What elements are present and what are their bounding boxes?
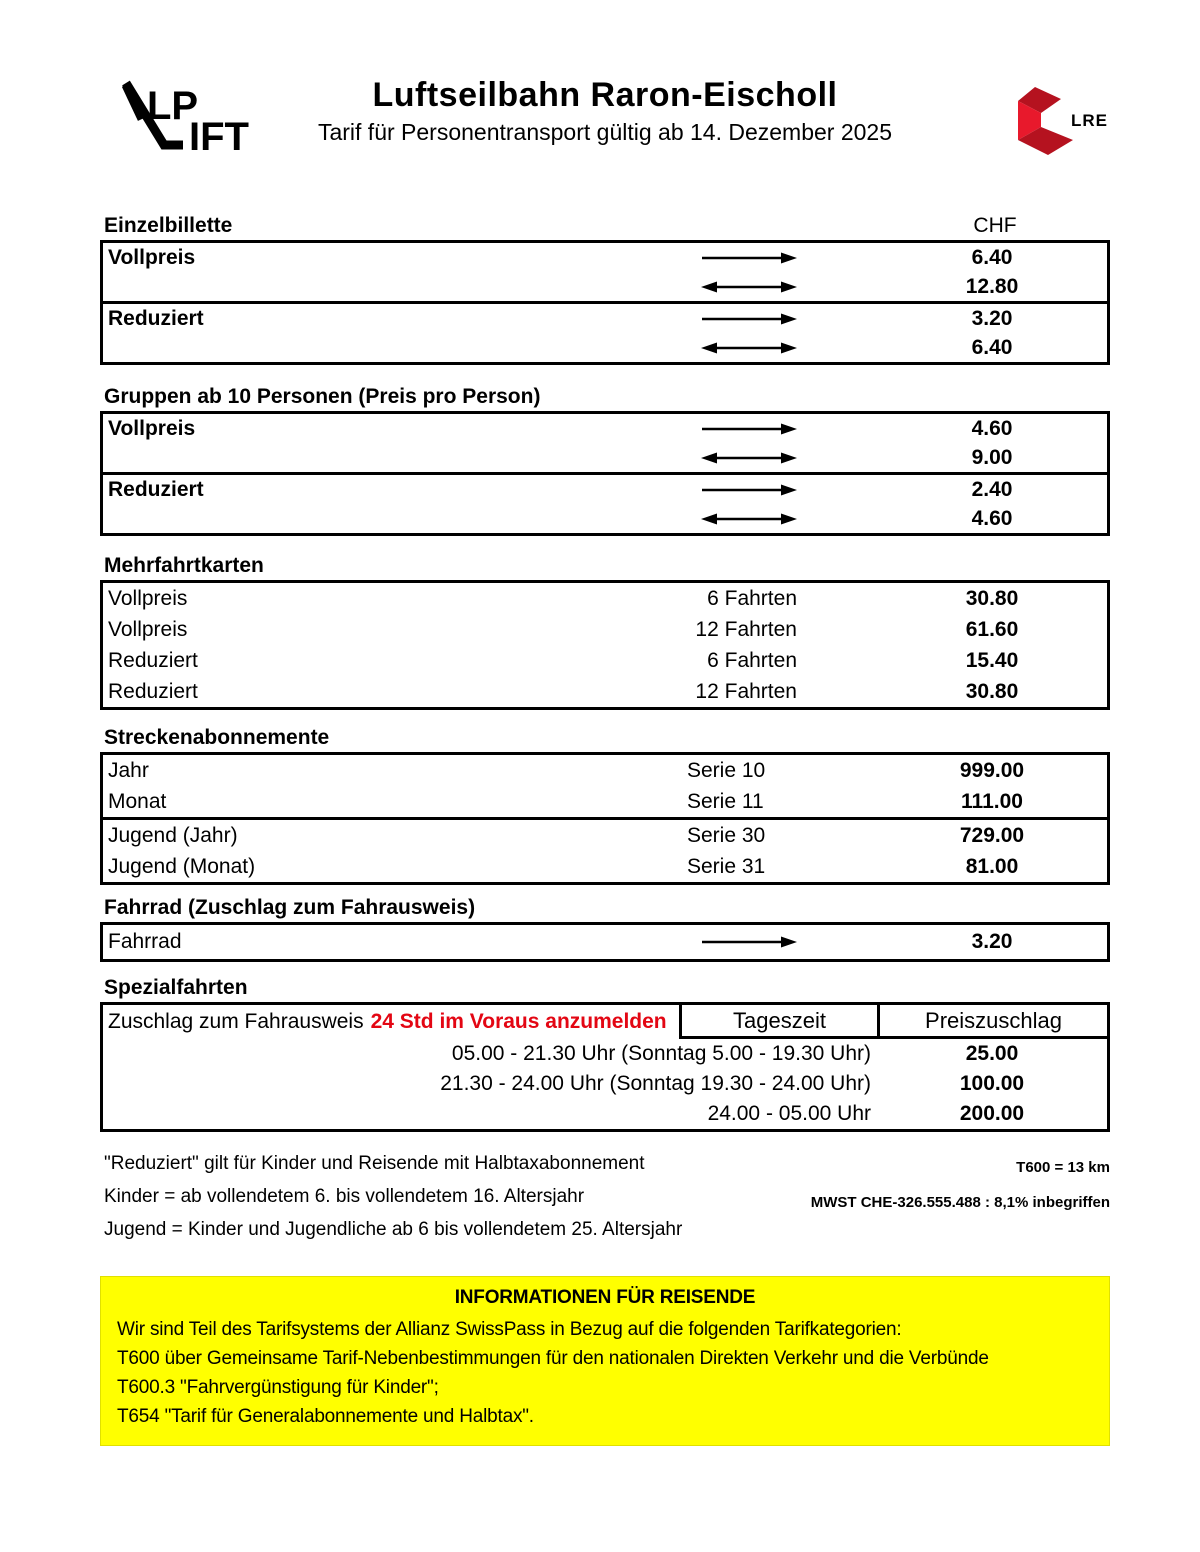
spezial-header-row [103, 1005, 1107, 1039]
gruppen-table [100, 411, 1110, 536]
price-value: 81.00 [965, 854, 1019, 878]
direction-cell [657, 478, 877, 502]
column-header-preiszuschlag: Preiszuschlag [877, 1005, 1107, 1039]
fare-label: Reduziert [108, 648, 198, 672]
table-row [103, 851, 1107, 882]
section-spezialfahrten [100, 974, 1110, 1132]
info-box [100, 1276, 1110, 1446]
price-value: 15.40 [965, 648, 1019, 672]
lre-logo-graphic [1005, 82, 1115, 162]
serie-label: Serie 30 [687, 823, 766, 847]
info-box-title: INFORMATIONEN FÜR REISENDE [454, 1287, 756, 1308]
price-value: 9.00 [971, 445, 1013, 469]
footnote-vat: MWST CHE-326.555.488 : 8,1% inbegriffen [810, 1194, 1110, 1211]
fare-label: Vollpreis [108, 416, 196, 440]
direction-cell [657, 930, 877, 954]
arrow-right-icon [701, 421, 797, 437]
info-box-line: T654 "Tarif für Generalabonnemente und Halbtax". [117, 1406, 534, 1427]
logo-text-top: LP [147, 84, 199, 128]
price-value: 111.00 [961, 789, 1023, 813]
arrow-both-icon [701, 450, 797, 466]
price-value: 30.80 [965, 679, 1019, 703]
time-range: 05.00 - 21.30 Uhr (Sonntag 5.00 - 19.30 Uhr) [451, 1042, 871, 1065]
section-title-mehrfahrtkarten: Mehrfahrtkarten [104, 554, 264, 577]
section-mehrfahrtkarten [100, 552, 1110, 710]
section-streckenabonnemente [100, 724, 1110, 885]
page-title: Luftseilbahn Raron-Eischoll [372, 76, 838, 114]
section-title-streckenabonnemente: Streckenabonnemente [104, 726, 330, 749]
section-title-spezialfahrten: Spezialfahrten [104, 976, 248, 999]
direction-cell [657, 336, 877, 360]
price-value: 999.00 [959, 758, 1025, 782]
fare-label: Vollpreis [108, 586, 188, 610]
footnotes [100, 1147, 1110, 1246]
table-row [103, 676, 1107, 707]
table-row [103, 755, 1107, 786]
direction-cell [657, 507, 877, 531]
price-value: 30.80 [965, 586, 1019, 610]
fare-label: Jugend (Jahr) [108, 823, 238, 847]
logo-text-bottom: IFT [189, 115, 249, 158]
price-value: 100.00 [959, 1072, 1025, 1095]
direction-cell [657, 275, 877, 299]
spezialfahrten-table [100, 1002, 1110, 1132]
arrow-both-icon [701, 279, 797, 295]
fare-label: Reduziert [108, 477, 204, 501]
price-value: 61.60 [965, 617, 1019, 641]
ride-count: 6 Fahrten [707, 648, 797, 672]
table-row [103, 786, 1107, 817]
time-range: 24.00 - 05.00 Uhr [707, 1102, 871, 1125]
serie-label: Serie 31 [687, 854, 766, 878]
mehrfahrtkarten-table [100, 580, 1110, 710]
footnote-jugend: Jugend = Kinder und Jugendliche ab 6 bis vollendetem 25. Altersjahr [104, 1219, 683, 1240]
section-einzelbillette [100, 212, 1110, 365]
table-row [103, 504, 1107, 533]
table-row [103, 1099, 1107, 1129]
fare-label: Reduziert [108, 679, 198, 703]
direction-cell [657, 246, 877, 270]
spezial-note-warning: 24 Std im Voraus anzumelden [370, 1010, 667, 1033]
price-value: 6.40 [971, 335, 1013, 359]
price-value: 3.20 [971, 930, 1013, 953]
price-value: 4.60 [971, 416, 1013, 440]
price-value: 2.40 [971, 477, 1013, 501]
table-row [103, 925, 1107, 959]
ride-count: 6 Fahrten [707, 586, 797, 610]
table-row [103, 583, 1107, 614]
arrow-right-icon [701, 311, 797, 327]
serie-label: Serie 11 [687, 789, 764, 813]
table-row [103, 1069, 1107, 1099]
table-row [103, 414, 1107, 443]
fare-label: Jahr [108, 758, 149, 782]
lre-logo [1005, 82, 1115, 162]
table-row [103, 645, 1107, 676]
table-row [103, 820, 1107, 851]
fare-label: Monat [108, 789, 167, 813]
price-value: 200.00 [959, 1102, 1025, 1125]
spezial-note: Zuschlag zum Fahrausweis [108, 1010, 364, 1033]
section-title-fahrrad: Fahrrad (Zuschlag zum Fahrausweis) [104, 896, 476, 919]
einzelbillette-table [100, 240, 1110, 365]
info-box-line: Wir sind Teil des Tarifsystems der Allianz SwissPass in Bezug auf die folgenden Tarifkategorien: [117, 1319, 902, 1340]
table-row [103, 304, 1107, 333]
price-value: 729.00 [959, 823, 1025, 847]
table-row [103, 443, 1107, 472]
fare-label: Vollpreis [108, 617, 188, 641]
fahrrad-table [100, 922, 1110, 962]
table-row [103, 243, 1107, 272]
info-box-line: T600 über Gemeinsame Tarif-Nebenbestimmungen für den nationalen Direkten Verkehr und die Verbünde [117, 1348, 989, 1369]
table-row [103, 475, 1107, 504]
price-value: 4.60 [971, 506, 1013, 530]
fare-label: Vollpreis [108, 245, 196, 269]
footnote-kinder: Kinder = ab vollendetem 6. bis vollendetem 16. Altersjahr [104, 1186, 585, 1207]
section-title-einzelbillette: Einzelbillette [104, 214, 233, 237]
arrow-both-icon [701, 511, 797, 527]
direction-cell [657, 417, 877, 441]
page-subtitle: Tarif für Personentransport gültig ab 14. Dezember 2025 [317, 119, 893, 145]
streckenabonnemente-table [100, 752, 1110, 885]
fare-label: Jugend (Monat) [108, 854, 256, 878]
footnote-reduziert: "Reduziert" gilt für Kinder und Reisende mit Halbtaxabonnement [104, 1153, 645, 1174]
price-value: 25.00 [965, 1042, 1019, 1065]
time-range: 21.30 - 24.00 Uhr (Sonntag 19.30 - 24.00 Uhr) [440, 1072, 871, 1095]
section-fahrrad [100, 894, 1110, 962]
info-box-line: T600.3 "Fahrvergünstigung für Kinder"; [117, 1377, 439, 1398]
table-row [103, 272, 1107, 301]
ride-count: 12 Fahrten [695, 679, 797, 703]
currency-header: CHF [973, 214, 1017, 237]
direction-cell [657, 307, 877, 331]
ride-count: 12 Fahrten [695, 617, 797, 641]
column-header-tageszeit: Tageszeit [679, 1005, 877, 1039]
section-gruppen [100, 383, 1110, 536]
serie-label: Serie 10 [687, 758, 766, 782]
table-row [103, 1039, 1107, 1069]
lre-logo-text: LRE [1071, 111, 1108, 130]
price-value: 3.20 [971, 306, 1013, 330]
direction-cell [657, 446, 877, 470]
price-value: 6.40 [971, 245, 1013, 269]
table-row [103, 614, 1107, 645]
section-title-gruppen: Gruppen ab 10 Personen (Preis pro Person) [104, 385, 541, 408]
price-value: 12.80 [965, 274, 1019, 298]
table-row [103, 333, 1107, 362]
fare-label: Reduziert [108, 306, 204, 330]
fare-label: Fahrrad [108, 930, 182, 953]
arrow-right-icon [701, 250, 797, 266]
arrow-both-icon [701, 340, 797, 356]
arrow-right-icon [701, 934, 797, 950]
document-header [100, 76, 1110, 146]
footnote-distance: T600 = 13 km [1016, 1159, 1110, 1176]
arrow-right-icon [701, 482, 797, 498]
